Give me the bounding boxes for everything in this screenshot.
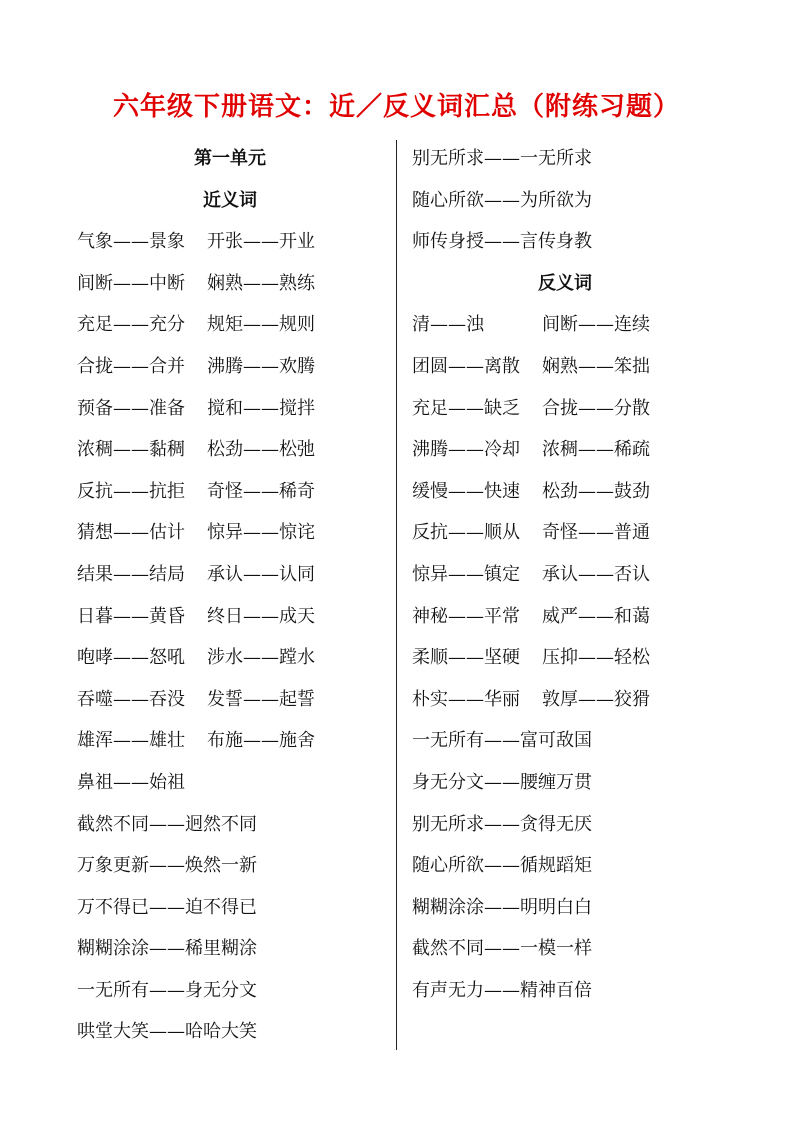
antonym-pair: 朴实——华丽 — [412, 688, 520, 710]
word-pair-row — [412, 596, 742, 638]
synonym-pair: 气象——景象 — [77, 231, 185, 253]
right-column — [412, 138, 742, 1011]
synonym-pair: 惊异——惊诧 — [207, 522, 315, 544]
word-pair-row — [77, 637, 387, 679]
synonym-phrase: 万不得已——迫不得已 — [77, 896, 257, 918]
synonym-phrase: 师传身授——言传身教 — [412, 231, 592, 253]
unit-heading: 第一单元 — [194, 148, 266, 169]
synonym-phrase: 别无所求——一无所求 — [412, 148, 592, 169]
synonym-pair: 布施——施舍 — [207, 730, 315, 752]
antonym-pair: 敦厚——狡猾 — [542, 688, 650, 710]
antonym-phrase: 随心所欲——循规蹈矩 — [412, 855, 592, 877]
antonym-phrase: 身无分文——腰缠万贯 — [412, 771, 592, 793]
word-pair-row — [77, 512, 387, 554]
antonym-pair: 充足——缺乏 — [412, 397, 520, 419]
antonym-pair: 团圆——离散 — [412, 355, 520, 377]
synonym-pair: 规矩——规则 — [207, 314, 315, 336]
word-pair-row — [77, 388, 387, 430]
synonym-phrase: 随心所欲——为所欲为 — [412, 189, 592, 211]
antonym-pair: 松劲——鼓劲 — [542, 480, 650, 502]
synonym-pair: 终日——成天 — [207, 605, 315, 627]
antonym-phrase: 截然不同——一模一样 — [412, 938, 592, 960]
synonym-pair: 合拢——合并 — [77, 355, 185, 377]
word-pair-row — [412, 388, 742, 430]
antonym-pair: 清——浊 — [412, 314, 484, 336]
synonym-phrase: 哄堂大笑——哈哈大笑 — [77, 1021, 257, 1043]
synonym-pair: 咆哮——怒吼 — [77, 647, 185, 669]
word-pair-row — [77, 429, 387, 471]
word-pair-row — [77, 263, 387, 305]
antonym-pair: 缓慢——快速 — [412, 480, 520, 502]
word-pair-row — [412, 471, 742, 513]
antonym-pair: 浓稠——稀疏 — [542, 439, 650, 461]
synonym-phrase: 糊糊涂涂——稀里糊涂 — [77, 938, 257, 960]
word-pair-row — [412, 679, 742, 721]
synonym-pair: 猜想——估计 — [77, 522, 185, 544]
antonym-pair: 惊异——镇定 — [412, 563, 520, 585]
antonym-phrase: 一无所有——富可敌国 — [412, 730, 592, 752]
synonym-pair: 日暮——黄昏 — [77, 605, 185, 627]
column-divider — [396, 140, 397, 1050]
synonym-pair: 间断——中断 — [77, 272, 185, 294]
antonym-pair: 沸腾——冷却 — [412, 439, 520, 461]
synonym-pair: 搅和——搅拌 — [207, 397, 315, 419]
antonym-pair: 娴熟——笨拙 — [542, 355, 650, 377]
synonym-pair: 反抗——抗拒 — [77, 480, 185, 502]
synonym-pair: 开张——开业 — [207, 231, 315, 253]
antonym-pair: 反抗——顺从 — [412, 522, 520, 544]
synonym-pair: 雄浑——雄壮 — [77, 730, 185, 752]
antonym-phrase: 有声无力——精神百倍 — [412, 979, 592, 1001]
synonym-pair: 承认——认同 — [207, 563, 315, 585]
word-pair-row — [412, 346, 742, 388]
antonym-pair: 神秘——平常 — [412, 605, 520, 627]
word-pair-row — [77, 346, 387, 388]
word-pair-row — [412, 554, 742, 596]
synonym-pair: 涉水——蹚水 — [207, 647, 315, 669]
synonym-pair: 沸腾——欢腾 — [207, 355, 315, 377]
word-pair-row — [412, 637, 742, 679]
word-pair-row — [77, 720, 387, 762]
synonym-pair: 预备——准备 — [77, 397, 185, 419]
antonym-pair: 柔顺——坚硬 — [412, 647, 520, 669]
antonym-pair: 合拢——分散 — [542, 397, 650, 419]
synonym-pair: 吞噬——吞没 — [77, 688, 185, 710]
antonym-pair: 间断——连续 — [542, 314, 650, 336]
antonym-pair: 奇怪——普通 — [542, 522, 650, 544]
word-pair-row — [412, 512, 742, 554]
synonym-pair: 松劲——松弛 — [207, 439, 315, 461]
synonym-phrase: 鼻祖——始祖 — [77, 771, 185, 793]
antonym-pair: 威严——和蔼 — [542, 605, 650, 627]
synonym-pair: 结果——结局 — [77, 563, 185, 585]
antonym-phrase: 别无所求——贪得无厌 — [412, 813, 592, 835]
word-pair-row — [77, 554, 387, 596]
synonym-phrase: 截然不同——迥然不同 — [77, 813, 257, 835]
synonym-phrase: 万象更新——焕然一新 — [77, 855, 257, 877]
word-pair-row — [77, 471, 387, 513]
synonym-pair: 发誓——起誓 — [207, 688, 315, 710]
synonym-phrase: 一无所有——身无分文 — [77, 979, 257, 1001]
word-pair-row — [412, 304, 742, 346]
antonym-phrase: 糊糊涂涂——明明白白 — [412, 896, 592, 918]
word-pair-row — [77, 679, 387, 721]
word-pair-row — [77, 596, 387, 638]
word-pair-row — [77, 304, 387, 346]
word-pair-row — [412, 429, 742, 471]
page-title: 六年级下册语文：近／反义词汇总（附练习题） — [112, 92, 680, 122]
antonym-heading: 反义词 — [538, 272, 592, 294]
synonym-pair: 娴熟——熟练 — [207, 272, 315, 294]
synonym-pair: 浓稠——黏稠 — [77, 439, 185, 461]
antonym-pair: 承认——否认 — [542, 563, 650, 585]
synonym-heading: 近义词 — [203, 189, 257, 211]
left-column — [77, 138, 387, 1053]
word-pair-row — [77, 221, 387, 263]
synonym-pair: 充足——充分 — [77, 314, 185, 336]
synonym-pair: 奇怪——稀奇 — [207, 480, 315, 502]
antonym-pair: 压抑——轻松 — [542, 647, 650, 669]
